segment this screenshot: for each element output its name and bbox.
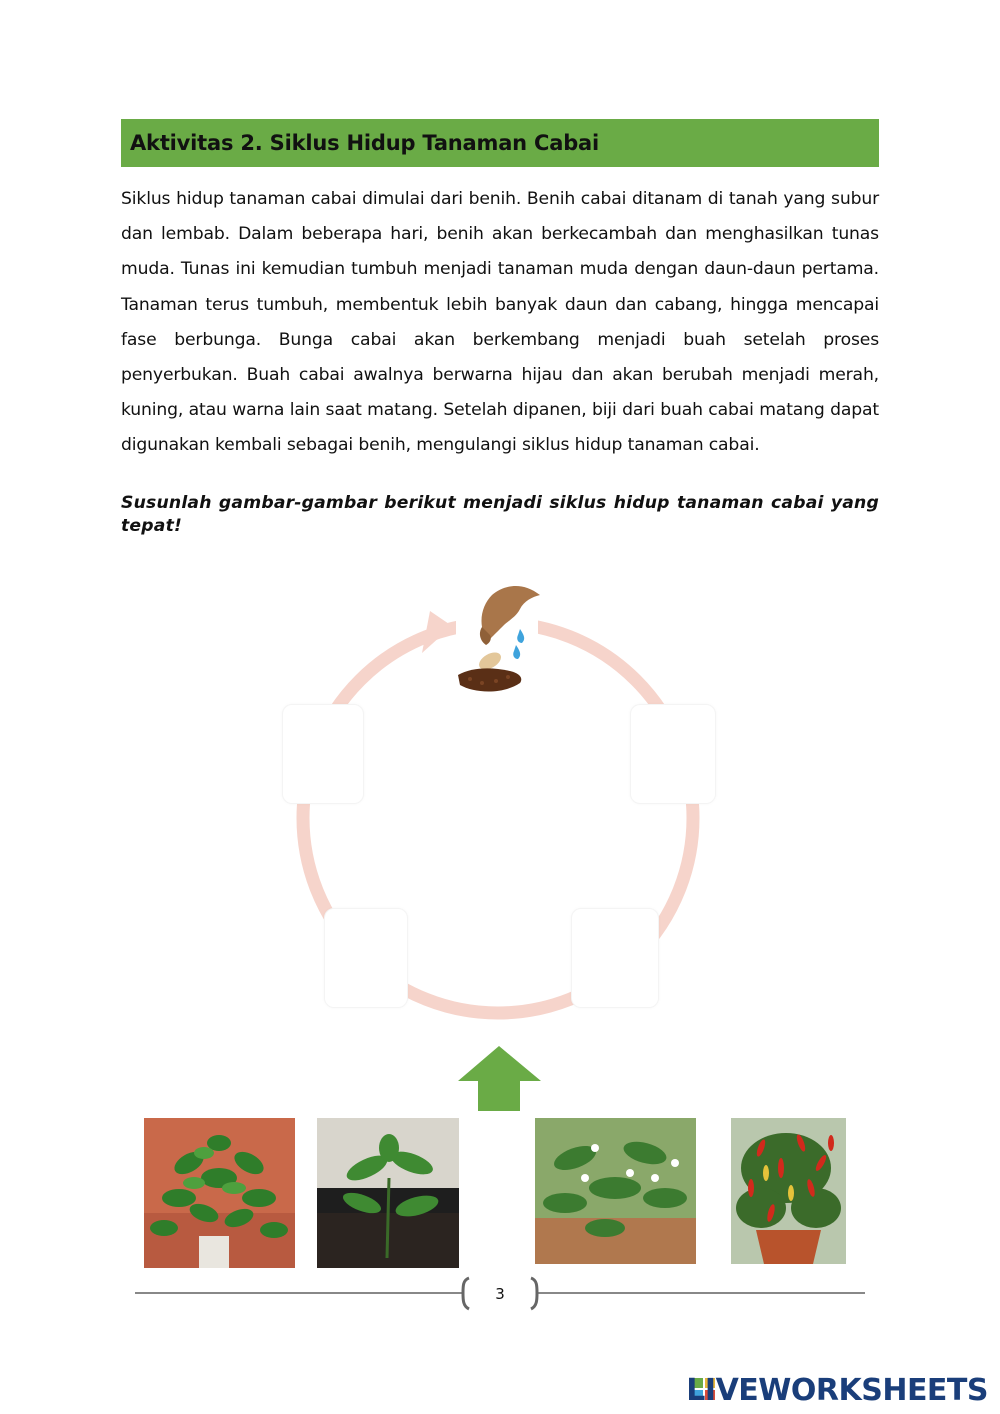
intro-paragraph: Siklus hidup tanaman cabai dimulai dari benih. Benih cabai ditanam di tanah yang subur dan lembab. Dalam beberapa hari, benih akan berkecambah dan menghasilkan tunas muda. Tunas ini kemudian tumbuh menjadi tanaman muda dengan daun-daun pertama. Tanaman terus tumbuh, membentuk lebih banyak daun dan cabang, hingga mencapai fase berbunga. Bunga cabai akan berkembang menjadi buah setelah proses penyerbukan. Buah cabai awalnya berwarna hijau dan akan berubah menjadi merah, kuning, atau warna lain saat matang. Setelah dipanen, biji dari buah cabai matang dapat digunakan kembali sebagai benih, mengulangi siklus hidup tanaman cabai. [121, 189, 879, 456]
page-number: 3 [495, 1285, 505, 1303]
chili-seedling-icon [317, 1118, 459, 1268]
cycle-slot-right[interactable] [630, 704, 716, 804]
chili-fruiting-icon [731, 1118, 846, 1264]
photo-seedling-pot[interactable] [317, 1118, 459, 1268]
cycle-slot-bottom-left[interactable] [324, 908, 408, 1008]
chili-flowering-icon [535, 1118, 696, 1264]
cycle-slot-bottom-right[interactable] [571, 908, 659, 1008]
activity-title: Aktivitas 2. Siklus Hidup Tanaman Cabai [130, 131, 600, 155]
hand-planting-seed-icon [452, 573, 542, 698]
brand-wordmark[interactable]: LIVEWORKSHEETS [686, 1373, 988, 1408]
photo-flowering-plant[interactable] [535, 1118, 696, 1264]
seed-planting-card [456, 577, 538, 682]
cycle-slot-left[interactable] [282, 704, 364, 804]
chili-plant-leafy-icon [144, 1118, 295, 1268]
up-arrow-icon [458, 1046, 541, 1111]
photo-fruiting-plant[interactable] [731, 1118, 846, 1264]
instruction-text: Susunlah gambar-gambar berikut menjadi siklus hidup tanaman cabai yang tepat! [121, 493, 879, 536]
photo-young-plant-leafy[interactable] [144, 1118, 295, 1268]
